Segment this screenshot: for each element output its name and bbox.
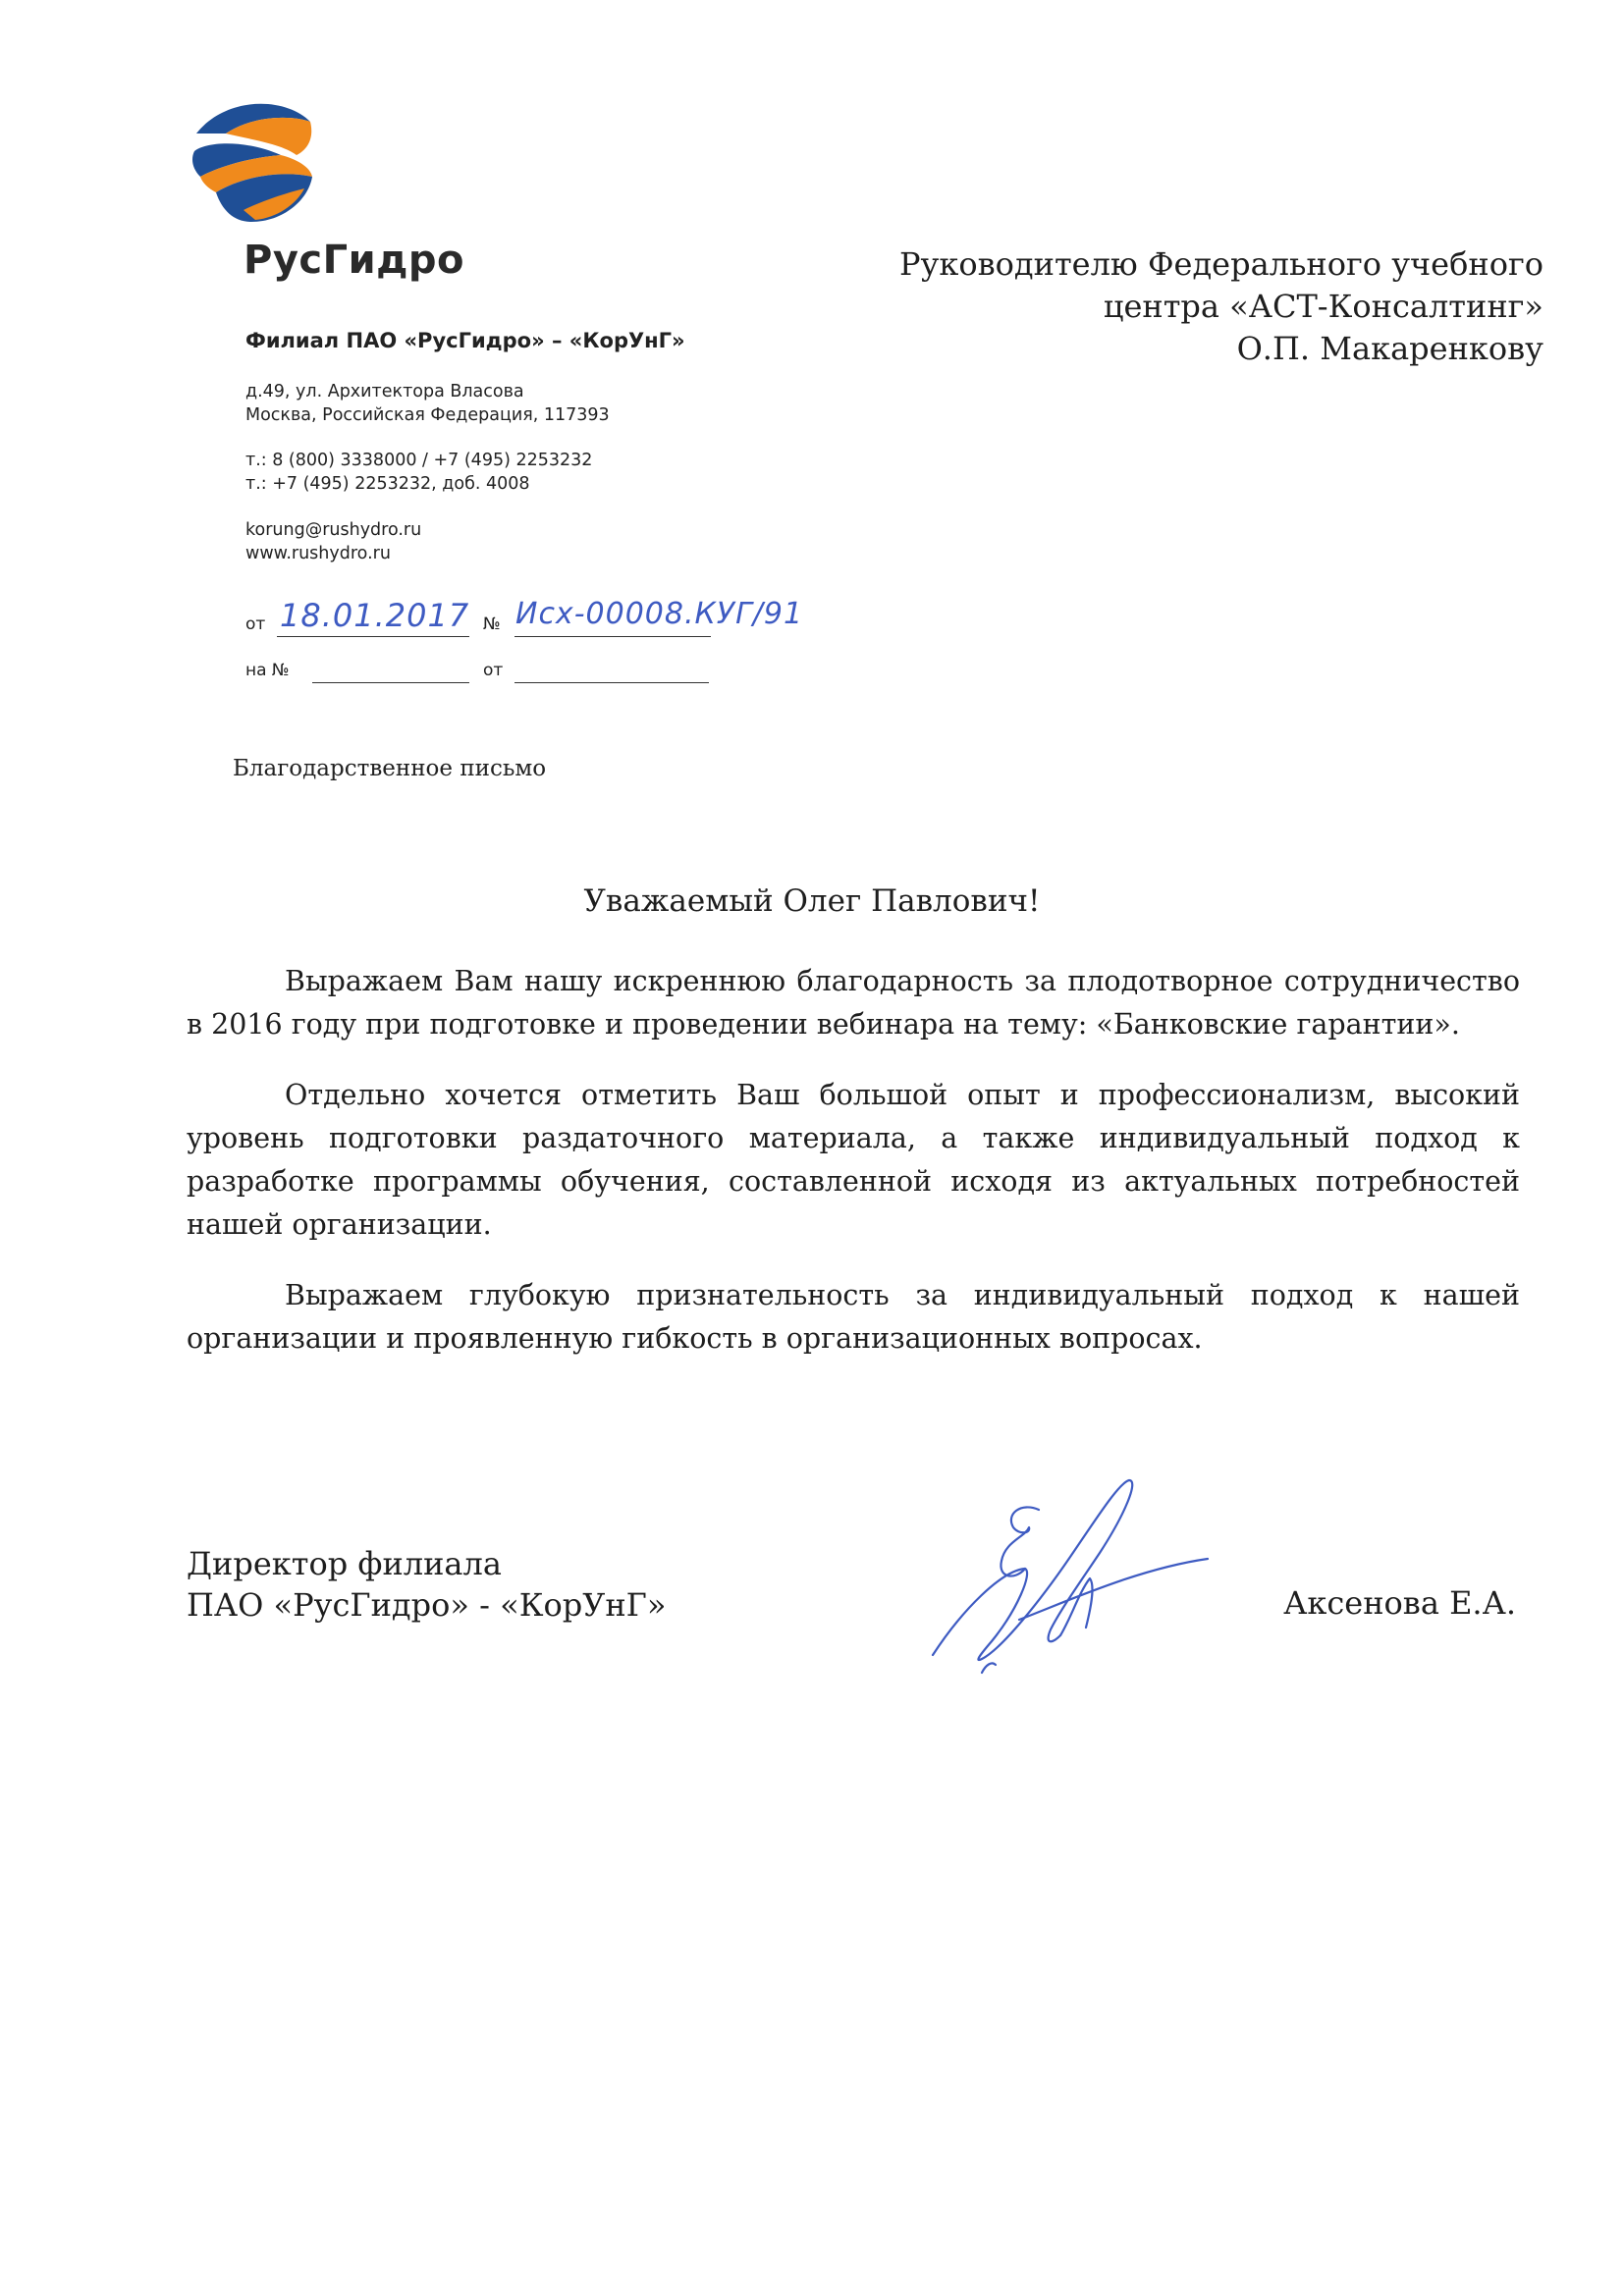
number-label: № xyxy=(483,614,501,634)
body-paragraph: Выражаем Вам нашу искреннюю благодарность за плодотворное сотрудничество в 2016 году при подготовке и проведении вебинара на тему: «Банковские гарантии». xyxy=(187,965,1520,1041)
reply-date-line xyxy=(514,682,709,683)
body-paragraph: Выражаем глубокую признательность за индивидуальный подход к нашей организации и проявленную гибкость в организационных вопросах. xyxy=(187,1279,1520,1355)
letter-subject: Благодарственное письмо xyxy=(233,756,547,781)
signatory-name: Аксенова Е.А. xyxy=(1283,1584,1516,1622)
email: korung@rushydro.ru xyxy=(245,520,422,540)
address-line-2: Москва, Российская Федерация, 117393 xyxy=(245,405,610,425)
rushydro-logo-icon xyxy=(187,94,318,226)
from-label: от xyxy=(245,614,266,634)
brand-name: РусГидро xyxy=(244,238,465,283)
handwritten-signature xyxy=(923,1463,1218,1679)
reply-from-label: от xyxy=(483,661,504,680)
letter-body xyxy=(187,960,1520,1388)
addressee-block xyxy=(856,243,1543,370)
address-line-1: д.49, ул. Архитектора Власова xyxy=(245,382,524,401)
branch-name: Филиал ПАО «РусГидро» – «КорУнГ» xyxy=(245,329,685,352)
body-paragraph: Отдельно хочется отметить Ваш большой опыт и профессионализм, высокий уровень подготовки раздаточного материала, а также индивидуальный подход к разработке программы обучения, составленной исходя из актуальных потребностей нашей организации. xyxy=(187,1079,1520,1241)
number-line xyxy=(514,636,711,637)
reply-number-line xyxy=(312,682,469,683)
signatory-title xyxy=(187,1543,666,1626)
handwritten-number: Исх-00008.КУГ/91 xyxy=(515,597,804,631)
addressee-line-3: О.П. Макаренкову xyxy=(1236,330,1543,367)
signatory-title-line-2: ПАО «РусГидро» - «КорУнГ» xyxy=(187,1586,667,1624)
signatory-title-line-1: Директор филиала xyxy=(187,1545,502,1582)
date-line xyxy=(277,636,469,637)
phone-line-1: т.: 8 (800) 3338000 / +7 (495) 2253232 xyxy=(245,451,593,470)
website: www.rushydro.ru xyxy=(245,544,391,563)
addressee-line-1: Руководителю Федерального учебного xyxy=(899,245,1543,283)
handwritten-date: 18.01.2017 xyxy=(280,597,470,634)
reply-number-label: на № xyxy=(245,661,290,680)
addressee-line-2: центра «АСТ-Консалтинг» xyxy=(1103,288,1543,325)
phone-line-2: т.: +7 (495) 2253232, доб. 4008 xyxy=(245,474,530,494)
salutation: Уважаемый Олег Павлович! xyxy=(583,883,1041,919)
